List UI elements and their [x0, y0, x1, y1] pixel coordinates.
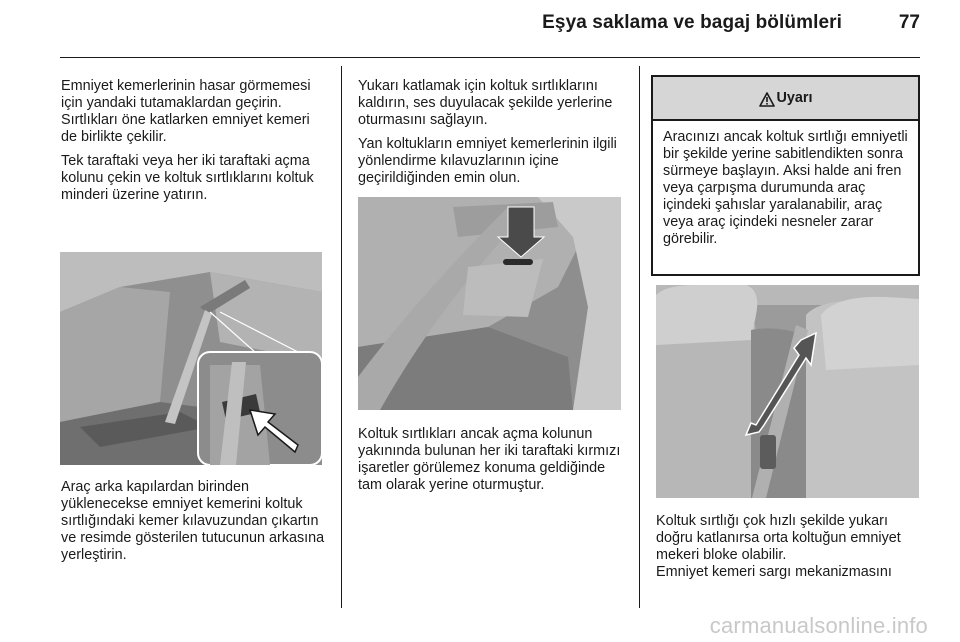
- warning-body: Aracınızı ancak koltuk sırtlığı emniyetli bir şekilde yerine sabitlendikten sonra sürmeye başlayın. Aksi halde ani fren veya çarpışma durumunda araç içindeki şahıslar yaralanabilir, araç veya araç içindeki nesneler zarar görebilir.: [663, 129, 908, 247]
- page-header-title: Eşya saklama ve bagaj bölümleri: [542, 12, 842, 33]
- middle-paragraph-1: Yukarı katlamak için koltuk sırtlıklarını kaldırın, ses duyulacak şekilde yerlerine oturmasını sağlayın.: [358, 78, 613, 128]
- right-paragraph-1: Koltuk sırtlığı çok hızlı şekilde yukarı doğru katlanırsa orta koltuğun emniyet mekeri bloke olabilir.: [656, 513, 901, 563]
- column-divider-left: [341, 66, 342, 608]
- warning-header: [653, 77, 918, 121]
- folded-seat-illustration: [60, 252, 322, 465]
- middle-column-top: [358, 78, 626, 194]
- left-column-top: [61, 78, 329, 211]
- header-divider: [60, 57, 920, 58]
- column-divider-right: [639, 66, 640, 608]
- left-paragraph-3: Araç arka kapılardan birinden yüklenecekse emniyet kemerini koltuk sırtlığındaki kemer kılavuzundan çıkartın ve resimde gösterilen tutucunun arkasına yerleştirin.: [61, 479, 325, 563]
- right-column-bottom: [656, 513, 926, 588]
- left-paragraph-2: Tek taraftaki veya her iki taraftaki açma kolunu çekin ve koltuk sırtlıklarını koltuk minderi üzerine yatırın.: [61, 153, 314, 203]
- middle-paragraph-2: Yan koltukların emniyet kemerlerinin ilgili yönlendirme kılavuzlarının içine geçirildiğinden emin olun.: [358, 136, 617, 186]
- warning-title: Uyarı: [776, 90, 813, 106]
- figure-folded-seat-belt-holder: [60, 252, 322, 465]
- right-paragraph-2: Emniyet kemeri sargı mekanizmasını: [656, 564, 892, 580]
- figure-center-belt-block: [656, 285, 919, 498]
- seat-back-latch-illustration: [358, 197, 621, 410]
- center-belt-illustration: [656, 285, 919, 498]
- page-number: 77: [898, 12, 920, 33]
- middle-paragraph-3: Koltuk sırtlıkları ancak açma kolunun yakınında bulunan her iki taraftaki kırmızı işaretler görülemez konuma geldiğinde tam olarak yerine oturmuştur.: [358, 426, 621, 493]
- figure-seat-back-latch: [358, 197, 621, 410]
- left-column-bottom: [61, 479, 329, 571]
- warning-triangle-icon: [759, 92, 775, 107]
- watermark: carmanualsonline.info: [709, 613, 928, 638]
- left-paragraph-1: Emniyet kemerlerinin hasar görmemesi için yandaki tutamaklardan geçirin. Sırtlıkları öne katlarken emniyet kemeri de birlikte çekilir.: [61, 78, 311, 145]
- warning-box: [651, 75, 920, 276]
- middle-column-bottom: [358, 426, 628, 501]
